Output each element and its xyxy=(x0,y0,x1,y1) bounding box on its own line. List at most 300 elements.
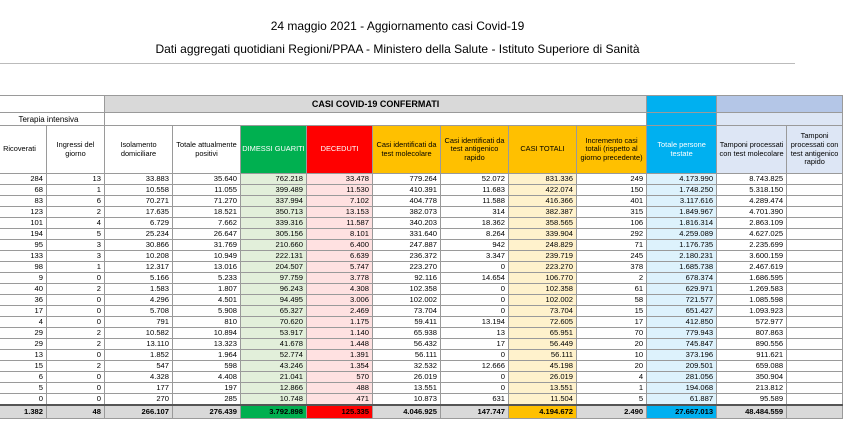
table-cell: 831.336 xyxy=(509,174,577,185)
table-cell: 1.686.595 xyxy=(717,273,787,284)
column-header: Ricoverati xyxy=(0,126,47,174)
table-cell: 223.270 xyxy=(509,262,577,273)
table-cell: 1.085.598 xyxy=(717,295,787,306)
report-title: 24 maggio 2021 - Aggiornamento casi Covid-19 xyxy=(270,19,525,33)
total-cell: 48.484.559 xyxy=(717,405,787,418)
table-cell: 721.577 xyxy=(647,295,717,306)
table-cell: 41.678 xyxy=(241,339,307,350)
table-cell: 5.747 xyxy=(307,262,373,273)
column-header: Ingressi del giorno xyxy=(47,126,105,174)
table-cell: 340.203 xyxy=(373,218,441,229)
table-cell xyxy=(787,218,843,229)
table-row xyxy=(0,361,843,372)
table-row xyxy=(0,207,843,218)
table-cell xyxy=(787,262,843,273)
table-cell xyxy=(787,372,843,383)
table-cell: 5.908 xyxy=(173,306,241,317)
table-cell: 350.713 xyxy=(241,207,307,218)
column-header: Tamponi processati con test antigenico rapido xyxy=(787,126,843,174)
table-cell: 942 xyxy=(441,240,509,251)
table-cell: 382.073 xyxy=(373,207,441,218)
table-cell: 5 xyxy=(577,394,647,406)
table-cell: 2.235.699 xyxy=(717,240,787,251)
table-cell xyxy=(787,273,843,284)
table-cell: 1.093.923 xyxy=(717,306,787,317)
totals-row xyxy=(0,405,843,418)
column-header: CASI TOTALI xyxy=(509,126,577,174)
table-cell: 2 xyxy=(47,207,105,218)
header-divider xyxy=(0,63,795,64)
table-cell: 1 xyxy=(47,262,105,273)
table-cell: 488 xyxy=(307,383,373,394)
table-cell: 2 xyxy=(47,361,105,372)
table-cell: 0 xyxy=(441,295,509,306)
table-row xyxy=(0,328,843,339)
table-cell: 5 xyxy=(47,229,105,240)
table-cell: 0 xyxy=(441,262,509,273)
table-cell: 12.666 xyxy=(441,361,509,372)
table-cell xyxy=(787,394,843,406)
table-cell: 13.194 xyxy=(441,317,509,328)
table-cell: 0 xyxy=(47,372,105,383)
table-cell: 59.411 xyxy=(373,317,441,328)
table-cell xyxy=(787,185,843,196)
table-cell: 378 xyxy=(577,262,647,273)
total-cell: 4.194.672 xyxy=(509,405,577,418)
table-cell: 10 xyxy=(577,350,647,361)
table-cell: 98 xyxy=(0,262,47,273)
table-cell: 17 xyxy=(0,306,47,317)
table-cell: 61 xyxy=(577,284,647,295)
table-cell: 65.951 xyxy=(509,328,577,339)
column-header: DECEDUTI xyxy=(307,126,373,174)
table-cell: 1.583 xyxy=(105,284,173,295)
table-cell: 13 xyxy=(0,350,47,361)
table-cell: 6.729 xyxy=(105,218,173,229)
table-cell: 1.354 xyxy=(307,361,373,372)
table-cell: 2 xyxy=(47,328,105,339)
table-cell: 2.467.619 xyxy=(717,262,787,273)
table-cell: 18.521 xyxy=(173,207,241,218)
table-cell: 471 xyxy=(307,394,373,406)
subband-tamponi xyxy=(717,113,843,126)
table-cell: 3.600.159 xyxy=(717,251,787,262)
table-cell: 6.639 xyxy=(307,251,373,262)
table-row xyxy=(0,295,843,306)
table-cell: 8.264 xyxy=(441,229,509,240)
table-cell: 5.318.150 xyxy=(717,185,787,196)
table-cell: 31.769 xyxy=(173,240,241,251)
table-cell xyxy=(787,361,843,372)
table-cell xyxy=(787,339,843,350)
table-cell: 101 xyxy=(0,218,47,229)
table-cell: 56.111 xyxy=(373,350,441,361)
table-cell xyxy=(787,229,843,240)
column-header: Casi identificati da test molecolare xyxy=(373,126,441,174)
table-cell: 3.347 xyxy=(441,251,509,262)
table-cell: 56.449 xyxy=(509,339,577,350)
table-cell: 26.019 xyxy=(373,372,441,383)
table-cell: 0 xyxy=(47,295,105,306)
table-cell: 2.469 xyxy=(307,306,373,317)
table-cell: 213.812 xyxy=(717,383,787,394)
table-cell: 285 xyxy=(173,394,241,406)
table-cell: 102.358 xyxy=(509,284,577,295)
table-cell: 10.582 xyxy=(105,328,173,339)
total-cell: 125.335 xyxy=(307,405,373,418)
total-cell xyxy=(787,405,843,418)
table-cell: 339.904 xyxy=(509,229,577,240)
column-header: Casi identificati da test antigenico rapido xyxy=(441,126,509,174)
table-cell: 239.719 xyxy=(509,251,577,262)
table-cell: 95.589 xyxy=(717,394,787,406)
table-cell: 890.556 xyxy=(717,339,787,350)
table-cell xyxy=(787,317,843,328)
table-cell: 1.964 xyxy=(173,350,241,361)
table-cell: 745.847 xyxy=(647,339,717,350)
table-cell: 0 xyxy=(441,350,509,361)
table-row xyxy=(0,284,843,295)
table-cell: 810 xyxy=(173,317,241,328)
covid-data-table-container xyxy=(0,95,839,437)
table-cell: 58 xyxy=(577,295,647,306)
table-row xyxy=(0,339,843,350)
table-cell: 29 xyxy=(0,328,47,339)
table-cell: 404.778 xyxy=(373,196,441,207)
table-cell: 29 xyxy=(0,339,47,350)
table-cell: 6.400 xyxy=(307,240,373,251)
total-cell: 48 xyxy=(47,405,105,418)
table-cell: 2 xyxy=(47,339,105,350)
table-cell: 1.852 xyxy=(105,350,173,361)
table-cell: 21.041 xyxy=(241,372,307,383)
table-cell: 52.072 xyxy=(441,174,509,185)
table-cell: 204.507 xyxy=(241,262,307,273)
subband-empty xyxy=(105,113,647,126)
table-row xyxy=(0,229,843,240)
table-cell: 4.289.474 xyxy=(717,196,787,207)
subband-testate xyxy=(647,113,717,126)
table-cell: 401 xyxy=(577,196,647,207)
table-cell: 1.175 xyxy=(307,317,373,328)
table-cell: 56.111 xyxy=(509,350,577,361)
table-row xyxy=(0,383,843,394)
table-cell: 0 xyxy=(47,350,105,361)
table-cell: 911.621 xyxy=(717,350,787,361)
table-cell: 194.068 xyxy=(647,383,717,394)
table-cell: 1.807 xyxy=(173,284,241,295)
table-cell: 209.501 xyxy=(647,361,717,372)
table-cell: 779.943 xyxy=(647,328,717,339)
table-cell: 3.006 xyxy=(307,295,373,306)
table-cell: 61.887 xyxy=(647,394,717,406)
column-header: Totale persone testate xyxy=(647,126,717,174)
table-cell: 11.588 xyxy=(441,196,509,207)
table-cell: 95 xyxy=(0,240,47,251)
covid-data-table xyxy=(0,95,843,419)
table-cell: 40 xyxy=(0,284,47,295)
table-row xyxy=(0,350,843,361)
table-cell xyxy=(787,306,843,317)
total-cell: 1.382 xyxy=(0,405,47,418)
table-cell: 570 xyxy=(307,372,373,383)
table-cell: 5.708 xyxy=(105,306,173,317)
table-cell: 13.153 xyxy=(307,207,373,218)
table-cell: 5.166 xyxy=(105,273,173,284)
total-cell: 147.747 xyxy=(441,405,509,418)
table-row xyxy=(0,273,843,284)
table-cell xyxy=(787,284,843,295)
table-row xyxy=(0,262,843,273)
table-cell: 315 xyxy=(577,207,647,218)
table-cell: 9 xyxy=(0,273,47,284)
table-cell: 1.176.735 xyxy=(647,240,717,251)
table-cell: 13 xyxy=(441,328,509,339)
table-cell: 807.863 xyxy=(717,328,787,339)
table-cell: 4.408 xyxy=(173,372,241,383)
table-cell: 11.683 xyxy=(441,185,509,196)
table-cell: 4.173.990 xyxy=(647,174,717,185)
table-row xyxy=(0,218,843,229)
total-cell: 4.046.925 xyxy=(373,405,441,418)
table-cell: 4.259.089 xyxy=(647,229,717,240)
table-cell: 17 xyxy=(441,339,509,350)
table-cell: 3.778 xyxy=(307,273,373,284)
table-cell: 33.478 xyxy=(307,174,373,185)
table-cell: 45.198 xyxy=(509,361,577,372)
table-cell: 52.774 xyxy=(241,350,307,361)
table-cell: 73.704 xyxy=(373,306,441,317)
table-row xyxy=(0,372,843,383)
band-confermati: CASI COVID-19 CONFERMATI xyxy=(105,96,647,113)
table-cell: 17 xyxy=(577,317,647,328)
table-cell: 382.387 xyxy=(509,207,577,218)
table-cell xyxy=(787,251,843,262)
table-cell: 631 xyxy=(441,394,509,406)
table-cell: 11.587 xyxy=(307,218,373,229)
table-cell: 4 xyxy=(577,372,647,383)
table-cell xyxy=(787,383,843,394)
table-cell: 339.316 xyxy=(241,218,307,229)
table-cell: 410.391 xyxy=(373,185,441,196)
table-cell: 12.317 xyxy=(105,262,173,273)
total-cell: 3.792.898 xyxy=(241,405,307,418)
table-cell: 17.635 xyxy=(105,207,173,218)
table-cell: 249 xyxy=(577,174,647,185)
table-cell: 350.904 xyxy=(717,372,787,383)
table-cell: 8.743.825 xyxy=(717,174,787,185)
table-cell: 6 xyxy=(0,372,47,383)
table-cell: 572.977 xyxy=(717,317,787,328)
table-cell: 106 xyxy=(577,218,647,229)
table-cell: 10.748 xyxy=(241,394,307,406)
table-cell: 97.759 xyxy=(241,273,307,284)
report-subtitle: Dati aggregati quotidiani Regioni/PPAA - Ministero della Salute - Istituto Superiore di Sanità xyxy=(155,42,640,56)
table-cell: 13 xyxy=(47,174,105,185)
table-cell: 70.620 xyxy=(241,317,307,328)
table-row xyxy=(0,394,843,406)
table-cell: 32.532 xyxy=(373,361,441,372)
table-cell: 305.156 xyxy=(241,229,307,240)
table-cell: 1.448 xyxy=(307,339,373,350)
table-cell: 0 xyxy=(47,273,105,284)
table-cell: 2.863.109 xyxy=(717,218,787,229)
table-cell: 1.748.250 xyxy=(647,185,717,196)
table-cell: 236.372 xyxy=(373,251,441,262)
table-cell: 5 xyxy=(0,383,47,394)
table-cell: 12.866 xyxy=(241,383,307,394)
table-cell: 0 xyxy=(441,284,509,295)
subband-row xyxy=(0,113,843,126)
table-cell: 678.374 xyxy=(647,273,717,284)
table-cell: 13.110 xyxy=(105,339,173,350)
table-cell: 53.917 xyxy=(241,328,307,339)
table-cell: 1.685.738 xyxy=(647,262,717,273)
table-cell: 68 xyxy=(0,185,47,196)
band-row xyxy=(0,96,843,113)
table-cell: 7.102 xyxy=(307,196,373,207)
table-cell xyxy=(787,295,843,306)
table-cell: 779.264 xyxy=(373,174,441,185)
table-cell: 133 xyxy=(0,251,47,262)
table-cell: 0 xyxy=(441,306,509,317)
table-row xyxy=(0,317,843,328)
table-cell: 1.269.583 xyxy=(717,284,787,295)
table-cell: 4 xyxy=(47,218,105,229)
table-cell: 2 xyxy=(577,273,647,284)
table-cell: 10.949 xyxy=(173,251,241,262)
table-cell: 123 xyxy=(0,207,47,218)
table-cell: 18.362 xyxy=(441,218,509,229)
table-cell xyxy=(787,174,843,185)
table-cell: 331.640 xyxy=(373,229,441,240)
table-cell xyxy=(787,207,843,218)
table-cell: 13.323 xyxy=(173,339,241,350)
table-cell: 4.308 xyxy=(307,284,373,295)
table-cell: 4.701.390 xyxy=(717,207,787,218)
table-cell: 36 xyxy=(0,295,47,306)
table-cell: 65.327 xyxy=(241,306,307,317)
table-cell: 651.427 xyxy=(647,306,717,317)
table-cell: 30.866 xyxy=(105,240,173,251)
table-cell: 102.002 xyxy=(509,295,577,306)
table-cell: 96.243 xyxy=(241,284,307,295)
table-cell: 245 xyxy=(577,251,647,262)
table-cell: 43.246 xyxy=(241,361,307,372)
table-cell: 3.117.616 xyxy=(647,196,717,207)
table-cell: 56.432 xyxy=(373,339,441,350)
table-cell: 15 xyxy=(0,361,47,372)
table-cell: 270 xyxy=(105,394,173,406)
table-cell: 70.271 xyxy=(105,196,173,207)
table-cell: 547 xyxy=(105,361,173,372)
total-cell: 27.667.013 xyxy=(647,405,717,418)
table-cell: 0 xyxy=(441,372,509,383)
table-row xyxy=(0,251,843,262)
table-cell: 14.654 xyxy=(441,273,509,284)
table-cell: 629.971 xyxy=(647,284,717,295)
table-cell: 20 xyxy=(577,361,647,372)
table-cell: 13.551 xyxy=(509,383,577,394)
table-cell: 26.019 xyxy=(509,372,577,383)
table-cell: 5.233 xyxy=(173,273,241,284)
table-cell: 0 xyxy=(0,394,47,406)
table-cell xyxy=(787,196,843,207)
table-cell: 223.270 xyxy=(373,262,441,273)
table-cell: 13.551 xyxy=(373,383,441,394)
table-cell: 92.116 xyxy=(373,273,441,284)
table-cell: 1.849.967 xyxy=(647,207,717,218)
table-cell: 8.101 xyxy=(307,229,373,240)
table-cell: 70 xyxy=(577,328,647,339)
table-cell: 412.850 xyxy=(647,317,717,328)
table-cell: 13.016 xyxy=(173,262,241,273)
total-cell: 2.490 xyxy=(577,405,647,418)
table-cell: 248.829 xyxy=(509,240,577,251)
band-empty xyxy=(0,96,105,113)
table-cell: 94.495 xyxy=(241,295,307,306)
table-cell: 4.328 xyxy=(105,372,173,383)
table-cell: 83 xyxy=(0,196,47,207)
band-tamponi xyxy=(717,96,843,113)
table-cell: 1 xyxy=(577,383,647,394)
table-cell: 0 xyxy=(47,306,105,317)
table-cell: 25.234 xyxy=(105,229,173,240)
band-terapia-intensiva: Terapia intensiva xyxy=(0,113,105,126)
table-cell: 20 xyxy=(577,339,647,350)
table-cell: 3 xyxy=(47,240,105,251)
column-header: Totale attualmente positivi xyxy=(173,126,241,174)
table-cell: 210.660 xyxy=(241,240,307,251)
total-cell: 266.107 xyxy=(105,405,173,418)
table-cell: 11.055 xyxy=(173,185,241,196)
table-cell: 33.883 xyxy=(105,174,173,185)
band-testate xyxy=(647,96,717,113)
table-cell: 0 xyxy=(47,383,105,394)
table-cell: 73.704 xyxy=(509,306,577,317)
table-cell: 4.296 xyxy=(105,295,173,306)
table-cell: 4.501 xyxy=(173,295,241,306)
table-row xyxy=(0,196,843,207)
table-cell: 177 xyxy=(105,383,173,394)
table-cell: 399.489 xyxy=(241,185,307,196)
table-cell: 71 xyxy=(577,240,647,251)
table-row xyxy=(0,240,843,251)
table-cell: 2 xyxy=(47,284,105,295)
table-cell: 247.887 xyxy=(373,240,441,251)
table-cell: 10.208 xyxy=(105,251,173,262)
column-header: DIMESSI GUARITI xyxy=(241,126,307,174)
table-cell: 659.088 xyxy=(717,361,787,372)
table-cell: 422.074 xyxy=(509,185,577,196)
table-cell: 197 xyxy=(173,383,241,394)
table-cell: 1 xyxy=(47,185,105,196)
table-cell: 35.640 xyxy=(173,174,241,185)
table-cell: 6 xyxy=(47,196,105,207)
table-cell: 102.358 xyxy=(373,284,441,295)
table-cell: 416.366 xyxy=(509,196,577,207)
table-cell: 10.558 xyxy=(105,185,173,196)
table-cell: 4.627.025 xyxy=(717,229,787,240)
table-cell xyxy=(787,240,843,251)
table-cell: 0 xyxy=(47,394,105,406)
table-cell: 11.530 xyxy=(307,185,373,196)
table-cell: 598 xyxy=(173,361,241,372)
table-cell: 26.647 xyxy=(173,229,241,240)
table-cell: 10.894 xyxy=(173,328,241,339)
table-cell: 106.770 xyxy=(509,273,577,284)
table-cell: 2.180.231 xyxy=(647,251,717,262)
